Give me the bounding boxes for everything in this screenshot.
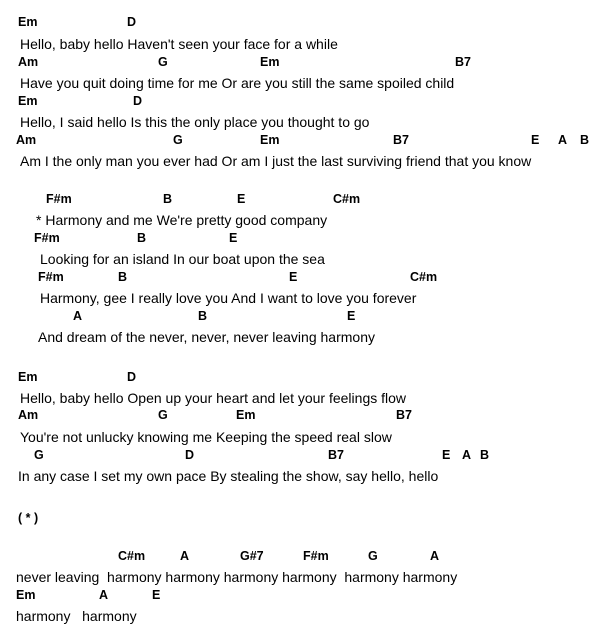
chord-label: Am — [18, 408, 39, 422]
lyric-line: Harmony, gee I really love you And I want to love you forever — [40, 290, 417, 306]
lyric-line: Looking for an island In our boat upon the sea — [40, 251, 325, 267]
chord-label: C#m — [333, 192, 361, 206]
chord-label: E — [229, 231, 238, 245]
chord-label: C#m — [410, 270, 438, 284]
chord-label: G — [158, 408, 168, 422]
chord-label: B — [137, 231, 147, 245]
chord-label: E — [347, 309, 356, 323]
chord-label: B — [163, 192, 173, 206]
chord-label: C#m — [118, 549, 146, 563]
chord-label: E — [442, 448, 451, 462]
lyric-line: In any case I set my own pace By stealing the show, say hello, hello — [18, 468, 439, 484]
chord-label: E — [152, 588, 161, 602]
chord-label: A — [558, 133, 568, 147]
chord-label: G — [34, 448, 44, 462]
chord-label: F#m — [303, 549, 329, 563]
chord-label: Am — [16, 133, 37, 147]
chord-label: B — [480, 448, 490, 462]
lyric-line: * Harmony and me We're pretty good company — [36, 212, 328, 228]
lyric-line: harmony harmony — [16, 608, 137, 624]
chord-label: G — [158, 55, 168, 69]
lyric-line: never leaving harmony harmony harmony harmony harmony harmony — [16, 569, 458, 585]
chord-label: A — [462, 448, 472, 462]
chord-label: A — [430, 549, 440, 563]
lyric-line: Hello, baby hello Haven't seen your face for a while — [20, 36, 338, 52]
chord-label: B — [580, 133, 590, 147]
lyric-line: And dream of the never, never, never leaving harmony — [38, 329, 375, 345]
chord-label: D — [133, 94, 143, 108]
chord-label: A — [180, 549, 190, 563]
chord-label: F#m — [46, 192, 72, 206]
lyric-line: Hello, I said hello Is this the only place you thought to go — [20, 114, 370, 130]
chord-label: Em — [260, 55, 280, 69]
chord-label: Em — [16, 588, 36, 602]
chord-label: Em — [18, 370, 38, 384]
chord-label: G — [173, 133, 183, 147]
chord-label: Am — [18, 55, 39, 69]
chord-label: B — [118, 270, 128, 284]
chord-label: E — [237, 192, 246, 206]
chord-label: F#m — [34, 231, 60, 245]
lyric-line: You're not unlucky knowing me Keeping the speed real slow — [20, 429, 392, 445]
chord-label: D — [185, 448, 195, 462]
chord-label: B7 — [455, 55, 471, 69]
chorus-repeat-marker: ( * ) — [18, 511, 39, 525]
chord-label: D — [127, 370, 137, 384]
chord-label: D — [127, 15, 137, 29]
chord-label: B7 — [328, 448, 344, 462]
lyric-line: Hello, baby hello Open up your heart and let your feelings flow — [20, 390, 407, 406]
chord-label: G — [368, 549, 378, 563]
chord-label: B7 — [396, 408, 412, 422]
chord-label: Em — [236, 408, 256, 422]
chord-label: Em — [18, 94, 38, 108]
chord-label: E — [289, 270, 298, 284]
chord-label: F#m — [38, 270, 64, 284]
chord-label: B — [198, 309, 208, 323]
lyric-line: Am I the only man you ever had Or am I just the last surviving friend that you know — [20, 153, 532, 169]
chord-label: A — [99, 588, 109, 602]
chord-label: A — [73, 309, 83, 323]
chord-label: Em — [260, 133, 280, 147]
chord-label: G#7 — [240, 549, 264, 563]
chord-label: B7 — [393, 133, 409, 147]
chord-label: E — [531, 133, 540, 147]
lyric-line: Have you quit doing time for me Or are you still the same spoiled child — [20, 75, 455, 91]
chord-label: Em — [18, 15, 38, 29]
